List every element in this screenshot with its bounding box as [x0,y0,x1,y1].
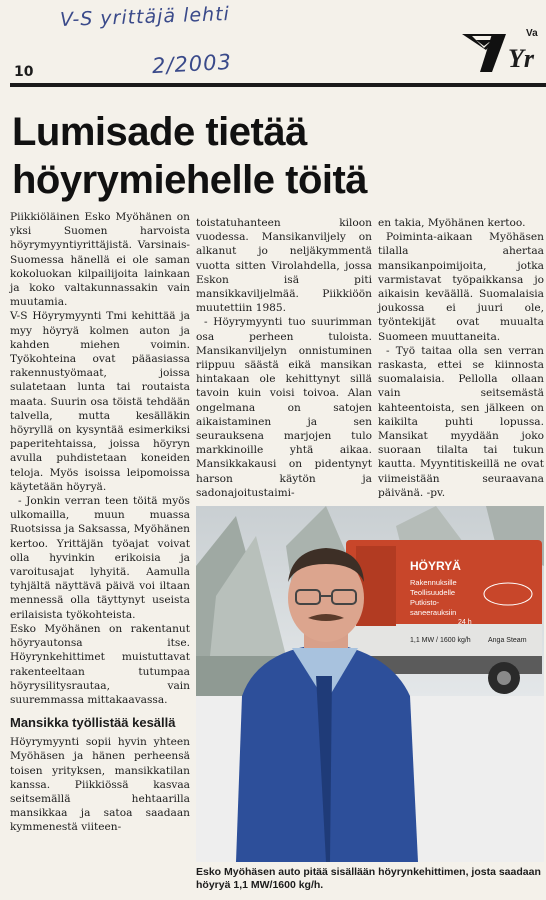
truck-sign-hours: 24 h [458,619,472,626]
logo-small-text: Va [526,28,538,39]
page-number: 10 [14,64,34,80]
truck-brand: Anga Steam [488,637,527,644]
truck-sign-item: Teollisuudelle [410,588,456,597]
paragraph: - Työ taitaa olla sen verran raskasta, ettei se kiinnosta suomalaisia. Pellolla ollaan vain seitsemästä kahteentoista, sen jälkeen on kaikilta puhti lopussa. Mansikat myydään joko suoraan tilalta tai tukun kautta. Myyntitiskeillä ne ovat viimeistään seuraavana päivänä. -pv. [378,344,544,499]
subheading: Mansikka työllistää kesällä [10,715,176,731]
truck-sign-title: HÖYRYÄ [410,559,461,573]
article-column-3 [378,216,544,500]
photo-illustration [196,506,544,862]
paragraph: V-S Höyrymyynti Tmi kehittää ja myy höyryä kolmen auton ja kahden miehen voimin. Työkohteina ovat pääasiassa rakennustyömaat, joissa sulatetaan lunta tai routaista maata. Suurin osa töistä tehdään talvella, mutta kesälläkin höyryllä on kysyntää esimerkiksi paperitehtaissa, joissa höyryn avulla puhdistetaan koneiden teloja. Myös isoissa leipomoissa käytetään höyryä. [10,310,190,493]
handwritten-note-publication: V-S yrittäjä lehti [59,3,231,31]
headline-line-1: Lumisade tietää [12,110,307,154]
paragraph: Piikkiöläinen Esko Myöhänen on yksi Suomen harvoista höyrymyyntiyrittäjistä. Varsinais-Suomessa hänellä ei ole saman kokoluokan kilpailijoita lainkaan ja koko valtakunnassakin vain muutamia. [10,211,190,309]
logo-main-text: Yr [508,44,534,73]
paragraph: toistatuhanteen kiloon vuodessa. Mansikanviljely on alkanut jo neljäkymmentä vuotta sitten Virolahdella, jossa Eskon isä piti mansikkaviljelmää. Piikkiöön muutettiin 1985. [196,217,372,315]
truck-spec: 1,1 MW / 1600 kg/h [410,637,471,644]
paragraph: Höyrymyynti sopii hyvin yhteen Myöhäsen ja hänen perheensä toisen yrityksen, mansikkatilan kanssa. Piikkiössä kasvaa seitsemällä hehtaarilla mansikkaa ja satoa saadaan kymmenestä viiteen- [10,736,190,834]
paragraph: Poiminta-aikaan Myöhäsen tilalla ahertaa mansikanpoimijoita, jotka varmistavat työpaikkansa jo aikaisin keväällä. Suomalaisia joukossa ei juuri ole, työntekijät ovat muualta Suomeen muuttaneita. [378,231,544,343]
article-headline [12,108,412,204]
header-rule [10,83,546,87]
article-column-2 [196,216,372,500]
article-photo [196,506,544,862]
headline-line-2: höyrymiehelle töitä [12,158,368,202]
paragraph: Esko Myöhänen on rakentanut höyryautonsa itse. Höyrynkehittimet muistuttavat rakenteeltaan tutumpaa höyrysilitysrautaa, vain suuremmassa mittakaavassa. [10,622,190,706]
truck-sign-item: Putkisto- [410,598,440,607]
photo-caption: Esko Myöhäsen auto pitää sisällään höyrynkehittimen, josta saadaan höyryä 1,1 MW/1600 kg/h. [196,866,541,891]
article-column-1 [10,210,190,835]
paragraph: - Jonkin verran teen töitä myös ulkomailla, muun muassa Ruotsissa ja Saksassa, Myöhänen kertoo. Yrittäjän työajat voivat olla hyvinkin erikoisia ja varoitusajat lyhyitä. Aamulla tyhjältä näyttävä päivä voi iltaan mennessä olla täyttynyt useista erilaisista työkohteista. [10,495,190,621]
paragraph: - Höyrymyynti tuo suurimman osa perheen tuloista. Mansikanviljelyn onnistuminen riippuu säästä eikä mansikan hintakaan ole kehittynyt sillä tavoin kuin voisi toivoa. Alan ongelmana on satojen aikaistaminen ja sen seurauksena marjojen tulo markkinoille yhtä aikaa. Mansikkakausi on pidentynyt harson käytön ja sadonajoitustaimi- [196,316,372,499]
truck-sign-item: Rakennuksille [410,578,457,587]
truck-sign-item: saneerauksiin [410,608,457,617]
handwritten-note-issue: 2/2003 [151,49,233,79]
paragraph: en takia, Myöhänen kertoo. [378,217,526,229]
